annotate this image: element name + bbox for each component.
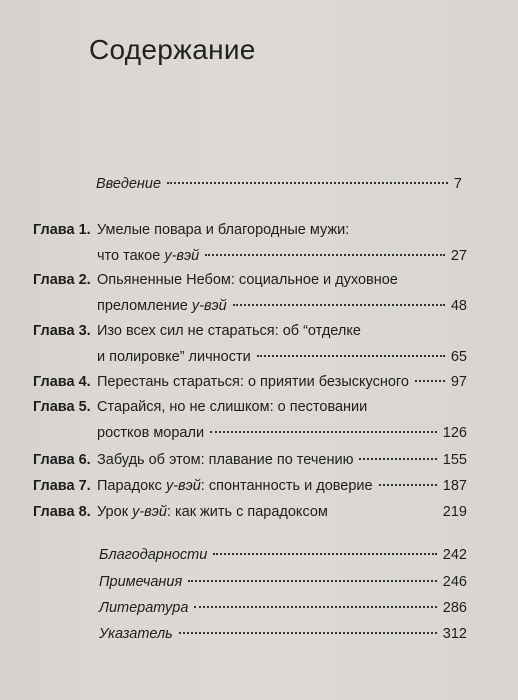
chapter-label: Глава 5. bbox=[33, 399, 91, 415]
entry-page: 7 bbox=[453, 176, 462, 192]
toc-entry-chapter-5-line-2 bbox=[97, 424, 467, 442]
chapter-label: Глава 8. bbox=[33, 504, 91, 520]
entry-page: 246 bbox=[442, 574, 467, 590]
toc-entry-chapter-2-line-2 bbox=[97, 297, 467, 315]
toc-entry-chapter-2-line-1 bbox=[33, 271, 467, 289]
entry-title: Забудь об этом: плавание по течению bbox=[97, 452, 354, 468]
entry-title-cont: что такое у-вэй bbox=[97, 248, 200, 264]
toc-entry-chapter-8 bbox=[33, 503, 467, 521]
leader-dots bbox=[210, 431, 437, 433]
leader-dots bbox=[213, 553, 436, 555]
toc-entry-chapter-1-line-1 bbox=[33, 221, 467, 239]
toc-entry-chapter-7 bbox=[33, 477, 467, 495]
entry-title-cont: и полировке” личности bbox=[97, 349, 251, 365]
entry-title: Примечания bbox=[99, 574, 183, 590]
toc-entry-chapter-3-line-2 bbox=[97, 348, 467, 366]
entry-title: Перестань стараться: о приятии безыскусного bbox=[97, 374, 409, 390]
chapter-label: Глава 2. bbox=[33, 272, 91, 288]
page-title: Содержание bbox=[89, 34, 256, 65]
entry-page: 65 bbox=[450, 349, 467, 365]
toc-entry-index bbox=[99, 625, 467, 643]
entry-page: 48 bbox=[450, 298, 467, 314]
toc-entry-intro bbox=[96, 175, 462, 193]
chapter-label: Глава 3. bbox=[33, 323, 91, 339]
toc-entry-acknowledgments bbox=[99, 546, 467, 564]
chapter-label: Глава 7. bbox=[33, 478, 91, 494]
entry-page: 155 bbox=[442, 452, 467, 468]
entry-page: 126 bbox=[442, 425, 467, 441]
entry-page: 187 bbox=[442, 478, 467, 494]
entry-title: Литература bbox=[99, 600, 189, 616]
entry-title: Введение bbox=[96, 176, 162, 192]
entry-title-cont: ростков морали bbox=[97, 425, 205, 441]
toc-entry-chapter-3-line-1 bbox=[33, 322, 467, 340]
toc-entry-chapter-5-line-1 bbox=[33, 398, 467, 416]
toc-entry-chapter-1-line-2 bbox=[97, 247, 467, 265]
leader-dots bbox=[179, 632, 437, 634]
entry-page: 219 bbox=[442, 504, 467, 520]
entry-page: 312 bbox=[442, 626, 467, 642]
leader-dots bbox=[379, 484, 437, 486]
toc-entry-chapter-4 bbox=[33, 373, 467, 391]
entry-title: Благодарности bbox=[99, 547, 208, 563]
chapter-label: Глава 4. bbox=[33, 374, 91, 390]
entry-title: Парадокс у-вэй: спонтанность и доверие bbox=[97, 478, 373, 494]
entry-title: Указатель bbox=[99, 626, 173, 642]
entry-page: 27 bbox=[450, 248, 467, 264]
toc-entry-notes bbox=[99, 573, 467, 591]
leader-dots bbox=[257, 355, 445, 357]
leader-dots bbox=[233, 304, 445, 306]
entry-title-cont: преломление у-вэй bbox=[97, 298, 227, 314]
chapter-label: Глава 1. bbox=[33, 222, 91, 238]
entry-page: 242 bbox=[442, 547, 467, 563]
leader-dots bbox=[194, 606, 436, 608]
leader-dots bbox=[205, 254, 445, 256]
entry-page: 286 bbox=[442, 600, 467, 616]
entry-title: Умелые повара и благородные мужи: bbox=[97, 222, 350, 238]
leader-dots bbox=[359, 458, 436, 460]
chapter-label: Глава 6. bbox=[33, 452, 91, 468]
entry-title: Опьяненные Небом: социальное и духовное bbox=[97, 272, 398, 288]
leader-dots bbox=[167, 182, 448, 184]
toc-entry-chapter-6 bbox=[33, 451, 467, 469]
leader-dots bbox=[334, 510, 437, 512]
toc-entry-bibliography bbox=[99, 599, 467, 617]
entry-title: Старайся, но не слишком: о пестовании bbox=[97, 399, 368, 415]
entry-title: Урок у-вэй: как жить с парадоксом bbox=[97, 504, 328, 520]
leader-dots bbox=[188, 580, 437, 582]
entry-page: 97 bbox=[450, 374, 467, 390]
leader-dots bbox=[415, 380, 445, 382]
entry-title: Изо всех сил не стараться: об “отделке bbox=[97, 323, 361, 339]
